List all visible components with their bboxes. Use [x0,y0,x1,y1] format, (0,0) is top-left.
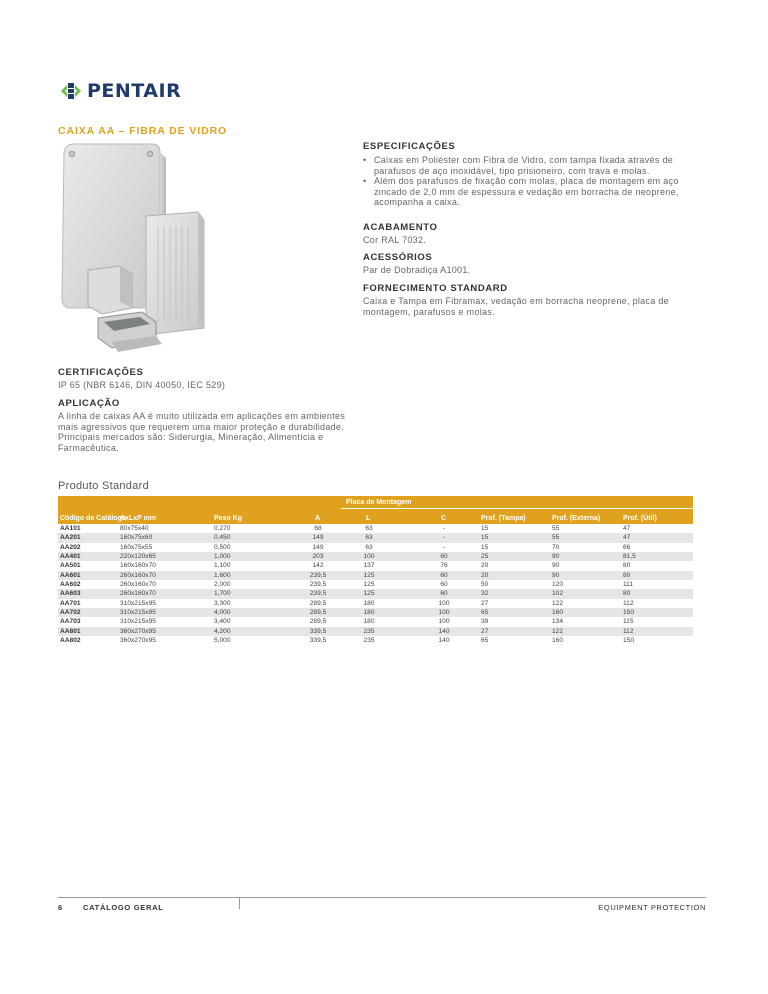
table-cell: 111 [623,581,634,589]
table-row [58,552,693,561]
table-cell: 47 [623,534,631,542]
table-row [58,543,693,552]
table-cell: 180 [363,609,375,617]
table-cell: 80 [623,590,631,598]
table-cell: 0,270 [214,525,231,532]
catalog-code-cell: AA802 [60,637,81,645]
pentair-logo [58,78,181,104]
section-title: CAIXA AA – FIBRA DE VIDRO [58,125,228,137]
table-cell: 203 [312,553,324,561]
table-cell: - [442,525,446,532]
catalog-code-cell: AA703 [60,618,81,626]
fornecimento-heading: FORNECIMENTO STANDARD [363,283,508,294]
acabamento-text: Cor RAL 7032. [363,235,427,245]
table-cell: 5,000 [214,637,231,645]
table-cell: 220x120x65 [120,553,156,561]
table-cell: 140 [438,637,450,645]
table-cell: 180 [363,599,375,607]
table-cell: 137 [363,562,375,570]
table-body [58,524,693,645]
table-row [58,571,693,580]
table-cell: 239,5 [309,581,327,589]
catalog-code-cell: AA603 [60,590,81,598]
page-number: 6 [58,903,63,912]
table-cell: 60 [440,590,448,598]
table-cell: 122 [552,627,564,635]
table-row [58,636,693,645]
aplicacao-text: A linha de caixas AA é muito utilizada em aplicações em ambientes mais agressivos que requerem uma maior proteção e durabilidade. Principais mercados são: Siderurgia, Mineração, Alimentícia e Farmacêutica. [58,411,346,453]
table-cell: - [442,543,446,551]
table-cell: 55 [552,534,560,542]
table-cell: 125 [363,571,375,579]
table-cell: 80x75x40 [120,525,149,532]
table-cell: 15 [481,525,489,532]
table-cell: 20 [481,562,489,570]
column-header: Peso Kg [214,515,243,522]
table-cell: 100 [438,618,450,626]
table-cell: 160x75x55 [120,543,153,551]
table-cell: 339,5 [309,627,327,635]
table-cell: 81,5 [623,553,636,561]
table-cell: 1,600 [214,571,231,579]
table-row [58,608,693,617]
catalog-code-cell: AA101 [60,525,81,532]
table-cell: 27 [481,599,489,607]
table-cell: 360x270x95 [120,637,156,645]
table-cell: 310x215x95 [120,609,156,617]
brand-name: PENTAIR [87,80,182,102]
footer-divider [239,897,240,909]
certificacoes-section [58,367,378,391]
table-cell: 60 [440,553,448,561]
table-cell: 80 [623,562,631,570]
footer-rule [58,897,706,898]
especificacoes-item: • Além dos parafusos de fixação com molas, placa de montagem em aço zincado de 2,0 mm de espessura e vedação em borracha de neoprene, acompanha a caixa. [363,176,693,208]
table-cell: 60 [440,571,448,579]
table-cell: - [442,534,446,542]
column-header: C [441,515,447,522]
placa-de-montagem-header: Placa de Montagem [346,499,412,506]
table-cell: 70 [552,543,560,551]
table-cell: 260x160x70 [120,590,156,598]
aplicacao-section [58,398,368,453]
footer-catalog-label: CATÁLOGO GERAL [83,903,164,912]
table-cell: 50 [481,581,489,589]
acessorios-section [363,252,703,276]
table-cell: 125 [363,581,375,589]
table-cell: 65 [481,637,489,645]
table-cell: 122 [552,599,564,607]
table-cell: 1,000 [214,553,231,561]
table-cell: 289,5 [309,599,327,607]
especificacoes-list [363,155,693,208]
catalog-code-cell: AA701 [60,599,81,607]
table-cell: 339,5 [309,637,327,645]
table-cell: 63 [365,534,373,542]
table-cell: 310x215x95 [120,599,156,607]
table-cell: 32 [481,590,489,598]
table-row [58,617,693,626]
table-row [58,533,693,542]
footer-division-label: EQUIPMENT PROTECTION [598,903,706,912]
table-cell: 115 [623,618,634,626]
table-cell: 160 [552,609,564,617]
table-cell: 239,5 [309,571,327,579]
table-cell: 15 [481,543,489,551]
table-cell: 0,450 [214,534,231,542]
table-cell: 100 [363,553,375,561]
fornecimento-text: Caixa e Tampa em Fibramax, vedação em borracha neoprene, placa de montagem, parafusos e molas. [363,296,669,317]
certificacoes-heading: CERTIFICAÇÕES [58,367,144,378]
table-cell: 90 [552,571,560,579]
table-cell: 160 [552,637,564,645]
table-cell: 360x270x95 [120,627,156,635]
table-cell: 15 [481,534,489,542]
especificacoes-section [363,141,693,208]
table-cell: 27 [481,627,489,635]
acessorios-text: Par de Dobradiça A1001. [363,265,471,275]
column-header: AxLxP mm [120,515,157,522]
group-header-rule [341,508,751,509]
table-row [58,524,693,533]
table-cell: 100 [438,599,450,607]
catalog-code-cell: AA602 [60,581,81,589]
fornecimento-section [363,283,698,317]
certificacoes-text: IP 65 (NBR 6146, DIN 40050, IEC 529) [58,380,226,390]
table-cell: 20 [481,571,489,579]
column-header: Prof. (Útil) [623,515,657,522]
column-header: Código de Catálogo [60,515,127,522]
column-header: Prof. (Tampa) [481,515,526,522]
table-cell: 1,100 [214,562,231,570]
table-cell: 160x160x70 [120,562,156,570]
table-cell: 289,5 [309,609,327,617]
table-cell: 3,300 [214,599,231,607]
table-row [58,580,693,589]
table-cell: 3,400 [214,618,231,626]
catalog-code-cell: AA201 [60,534,81,542]
table-cell: 76 [440,562,448,570]
table-cell: 235 [363,627,375,635]
table-cell: 100 [438,609,450,617]
table-cell: 65 [481,609,489,617]
table-cell: 120 [552,581,564,589]
aplicacao-heading: APLICAÇÃO [58,398,120,409]
table-header [58,496,693,524]
column-header: L [366,515,371,522]
catalog-code-cell: AA702 [60,609,81,617]
pentair-logo-icon [58,78,84,104]
table-cell: 149 [312,534,324,542]
table-cell: 260x160x70 [120,571,156,579]
table-cell: 239,5 [309,590,327,598]
table-cell: 55 [552,525,560,532]
table-cell: 80 [623,571,631,579]
catalog-code-cell: AA501 [60,562,81,570]
table-row [58,599,693,608]
table-cell: 2,000 [214,581,231,589]
table-cell: 180 [363,618,375,626]
table-cell: 289,5 [309,618,327,626]
acabamento-heading: ACABAMENTO [363,222,438,233]
table-cell: 63 [365,525,373,532]
column-header: A [315,515,321,522]
table-cell: 102 [552,590,564,598]
table-cell: 310x215x95 [120,618,156,626]
table-cell: 0,500 [214,543,231,551]
table-cell: 150 [623,637,635,645]
product-photo [58,140,358,368]
catalog-code-cell: AA202 [60,543,81,551]
table-cell: 142 [312,562,324,570]
column-header: Prof. (Externa) [552,515,601,522]
table-cell: 134 [552,618,564,626]
table-cell: 160x75x60 [120,534,153,542]
table-row [58,627,693,636]
table-cell: 39 [481,618,489,626]
table-cell: 4,200 [214,627,231,635]
catalog-code-cell: AA401 [60,553,81,561]
table-cell: 68 [314,525,322,532]
catalog-code-cell: AA601 [60,571,81,579]
especificacoes-heading: ESPECIFICAÇÕES [363,141,456,152]
table-title: Produto Standard [58,480,150,492]
table-row [58,589,693,598]
table-cell: 4,000 [214,609,231,617]
table-cell: 149 [312,543,324,551]
table-row [58,561,693,570]
table-cell: 47 [623,525,631,532]
table-cell: 90 [552,562,560,570]
acessorios-heading: ACESSÓRIOS [363,252,433,263]
table-cell: 260x160x70 [120,581,156,589]
table-cell: 1,700 [214,590,231,598]
acabamento-section [363,222,703,246]
catalog-code-cell: AA801 [60,627,81,635]
table-cell: 112 [623,627,634,635]
table-cell: 90 [552,553,560,561]
table-cell: 150 [623,609,635,617]
table-cell: 66 [623,543,631,551]
table-cell: 140 [438,627,450,635]
table-cell: 125 [363,590,375,598]
table-cell: 235 [363,637,375,645]
table-cell: 63 [365,543,373,551]
table-cell: 112 [623,599,634,607]
table-cell: 60 [440,581,448,589]
especificacoes-item: • Caixas em Poliéster com Fibra de Vidro, com tampa fixada através de parafusos de aço inoxidável, tipo prisioneiro, com trava e molas. [363,155,693,176]
table-cell: 25 [481,553,489,561]
